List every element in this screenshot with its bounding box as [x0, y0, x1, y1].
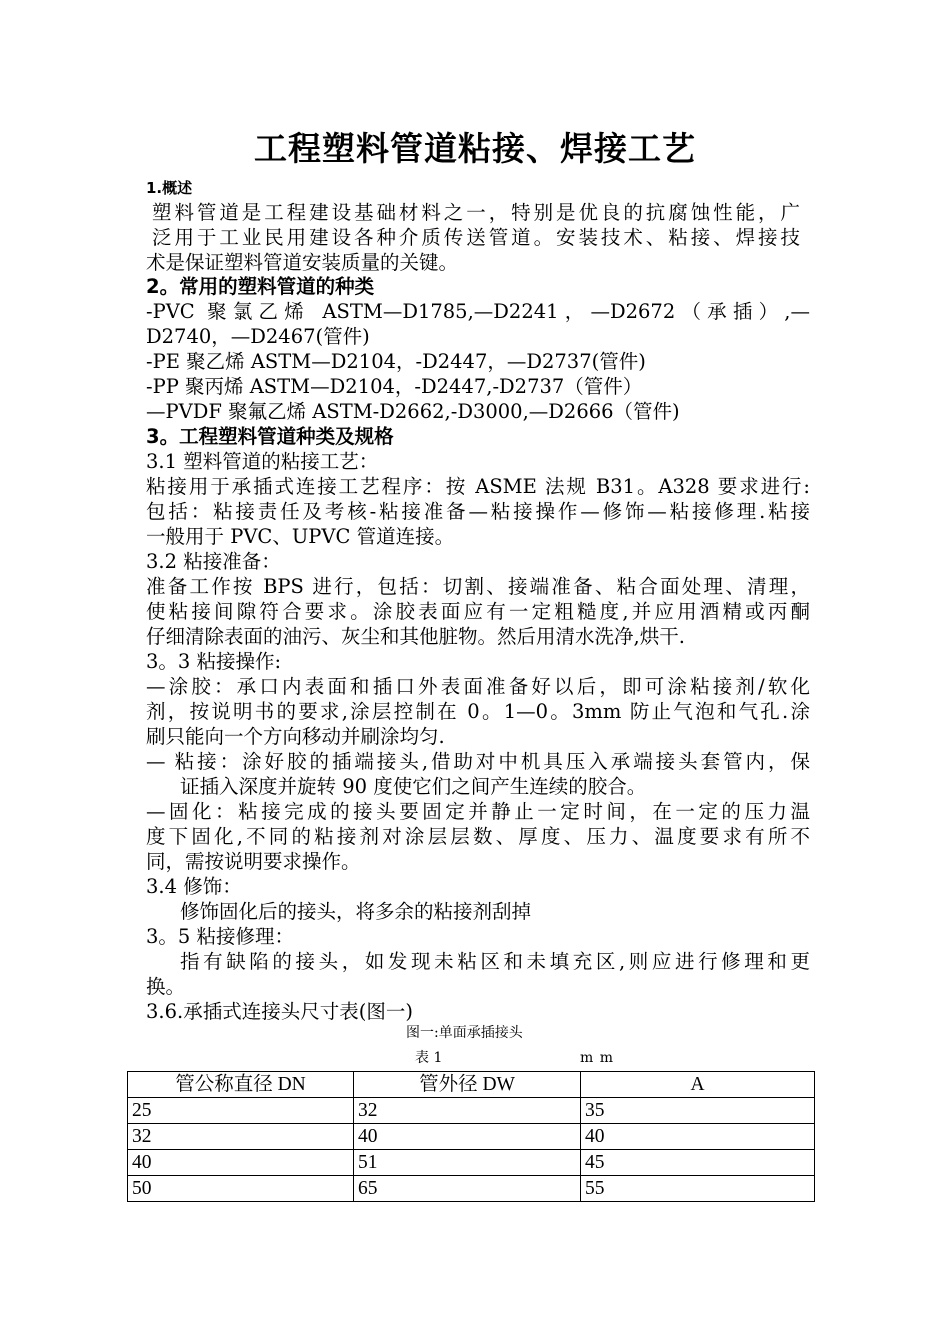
subsection-heading: 3.1 塑料管道的粘接工艺： [146, 450, 379, 473]
table-row [128, 1098, 815, 1124]
subsection-heading: 3.6.承插式连接头尺寸表(图一) [146, 1000, 413, 1023]
paragraph-line: 粘接用于承插式连接工艺程序：按 ASME 法规 B31。A328 要求进行: [146, 475, 810, 498]
paragraph-line: 度下固化,不同的粘接剂对涂层层数、厚度、压力、温度要求有所不 [146, 825, 810, 848]
table-cell: 32 [128, 1124, 354, 1150]
table-cell: 50 [128, 1176, 354, 1202]
section-1-heading: 1.概述 [146, 179, 193, 197]
section-2-heading: 2。常用的塑料管道的种类 [146, 275, 375, 298]
pipe-type-line: -PP 聚丙烯 ASTM—D2104，-D2447,-D2737（管件） [146, 375, 643, 398]
subsection-heading: 3.2 粘接准备： [146, 550, 281, 573]
pipe-type-line: -PVC 聚氯乙烯 ASTM—D1785,—D2241，—D2672（承插）,— [146, 300, 810, 323]
column-header: 管公称直径 DN [128, 1072, 354, 1098]
subsection-heading: 3。5 粘接修理： [146, 925, 295, 948]
table-cell: 40 [581, 1124, 815, 1150]
paragraph-line: 包括：粘接责任及考核-粘接准备—粘接操作—修饰—粘接修理.粘接 [146, 500, 810, 523]
paragraph-line: 证插入深度并旋转 90 度使它们之间产生连续的胶合。 [180, 775, 647, 798]
paragraph-line: 准备工作按 BPS 进行，包括：切割、接端准备、粘合面处理、清理， [146, 575, 810, 598]
subsection-heading: 3.4 修饰： [146, 875, 242, 898]
table-cell: 65 [354, 1176, 581, 1202]
paragraph-line: 剂，按说明书的要求,涂层控制在 0。1—0。3mm 防止气泡和气孔.涂 [146, 700, 810, 723]
paragraph-line: 塑料管道是工程建设基础材料之一，特别是优良的抗腐蚀性能，广 [152, 201, 800, 224]
pipe-type-line: D2740，—D2467(管件) [146, 325, 370, 348]
paragraph-line: 泛用于工业民用建设各种介质传送管道。安装技术、粘接、焊接技 [152, 226, 800, 249]
table-cell: 40 [354, 1124, 581, 1150]
section-3-heading: 3。工程塑料管道种类及规格 [146, 425, 394, 448]
subsection-heading: 3。3 粘接操作: [146, 650, 282, 673]
table-cell: 35 [581, 1098, 815, 1124]
table-cell: 51 [354, 1150, 581, 1176]
table-header-row [128, 1072, 815, 1098]
paragraph-line: 换。 [146, 975, 186, 998]
paragraph-line: —涂胶：承口内表面和插口外表面准备好以后，即可涂粘接剂/软化 [146, 675, 810, 698]
paragraph-line: 一般用于 PVC、UPVC 管道连接。 [146, 525, 455, 548]
paragraph-line: 使粘接间隙符合要求。涂胶表面应有一定粗糙度,并应用酒精或丙酮 [146, 600, 810, 623]
paragraph-line: — 粘接：涂好胶的插端接头,借助对中机具压入承端接头套管内，保 [146, 750, 810, 773]
column-header: A [581, 1072, 815, 1098]
paragraph-line: 刷只能向一个方向移动并刷涂均匀. [146, 725, 445, 748]
table-row [128, 1124, 815, 1150]
paragraph-line: 仔细清除表面的油污、灰尘和其他脏物。然后用清水洗净,烘干. [146, 625, 685, 648]
paragraph-line: 同，需按说明要求操作。 [146, 850, 361, 873]
table-row [128, 1176, 815, 1202]
pipe-type-line: -PE 聚乙烯 ASTM—D2104，-D2447，—D2737(管件) [146, 350, 646, 373]
table-cell: 25 [128, 1098, 354, 1124]
dimension-table [127, 1071, 815, 1202]
paragraph-line: 修饰固化后的接头，将多余的粘接剂刮掉 [180, 900, 532, 923]
table-cell: 55 [581, 1176, 815, 1202]
pipe-type-line: —PVDF 聚氟乙烯 ASTM-D2662,-D3000,—D2666（管件) [146, 400, 680, 423]
table-unit: m m [580, 1050, 615, 1066]
paragraph-line: 术是保证塑料管道安装质量的关键。 [146, 251, 459, 274]
paragraph-line: 指有缺陷的接头，如发现未粘区和未填充区,则应进行修理和更 [180, 950, 810, 973]
table-cell: 40 [128, 1150, 354, 1176]
document-title: 工程塑料管道粘接、焊接工艺 [254, 129, 696, 168]
table-cell: 45 [581, 1150, 815, 1176]
table-row [128, 1150, 815, 1176]
column-header: 管外径 DW [354, 1072, 581, 1098]
table-cell: 32 [354, 1098, 581, 1124]
paragraph-line: —固化：粘接完成的接头要固定并静止一定时间，在一定的压力温 [146, 800, 810, 823]
figure-caption: 图一:单面承插接头 [406, 1025, 523, 1041]
table-label: 表 1 [415, 1050, 443, 1066]
